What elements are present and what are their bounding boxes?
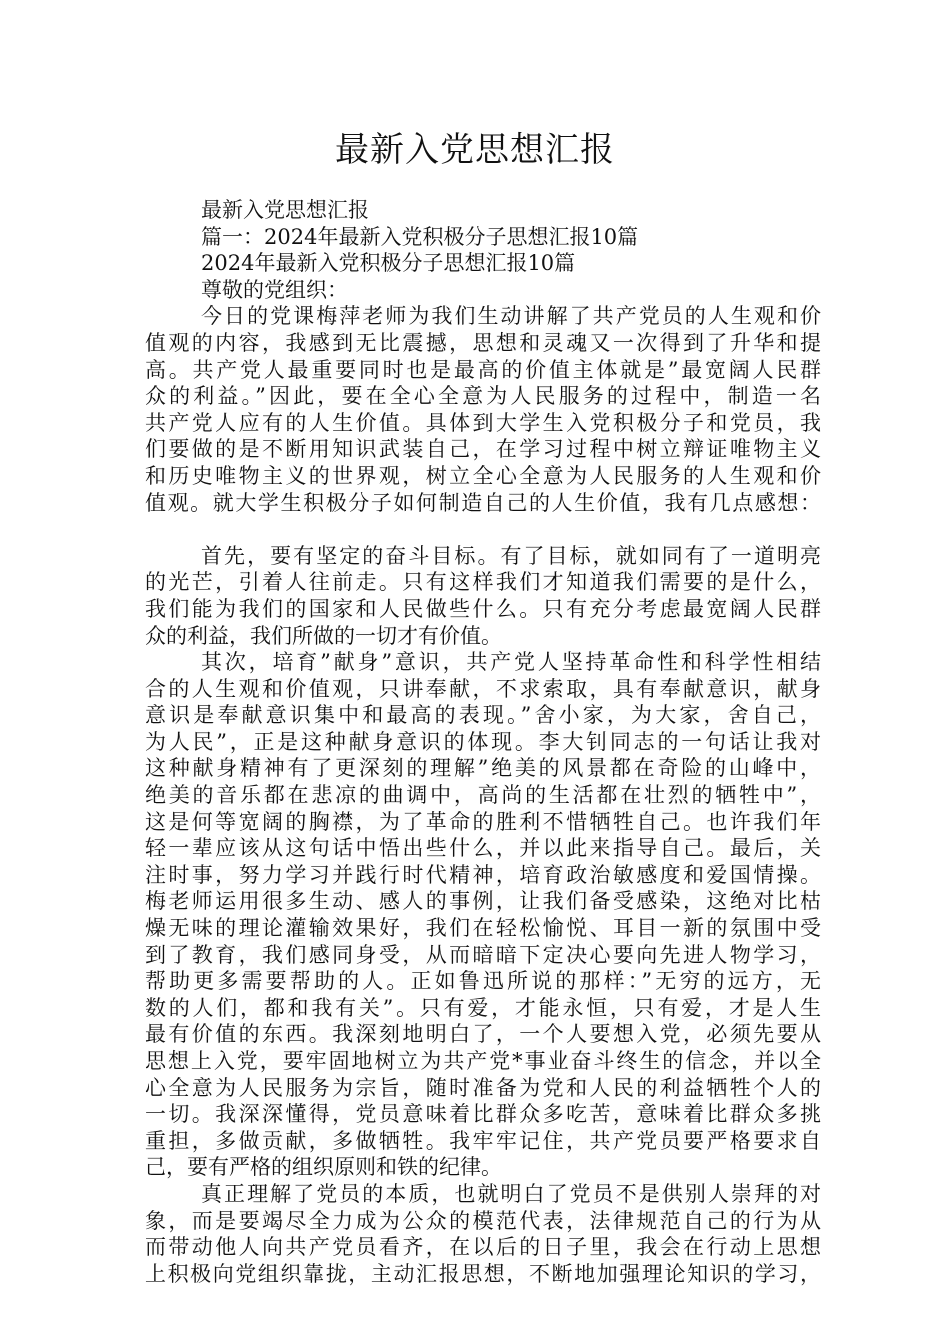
text-line: 燥无味的理论灌输效果好，我们在轻松愉悦、耳目一新的氛围中受 (145, 916, 821, 941)
text-line: 其次，培育”献身”意识，共产党人坚持革命性和科学性相结 (201, 650, 821, 675)
text-line: 己，要有严格的组织原则和铁的纪律。 (145, 1155, 502, 1180)
text-line: 今日的党课梅萍老师为我们生动讲解了共产党员的人生观和价 (201, 304, 821, 329)
text-line: 们要做的是不断用知识武装自己，在学习过程中树立辩证唯物主义 (145, 437, 821, 462)
document-title: 最新入党思想汇报 (335, 130, 615, 170)
text-line: 梅老师运用很多生动、感人的事例，让我们备受感染，这绝对比枯 (145, 889, 821, 914)
text-line: 帮助更多需要帮助的人。正如鲁迅所说的那样：”无穷的远方，无 (145, 969, 821, 994)
text-line: 最有价值的东西。我深刻地明白了，一个人要想入党，必须先要从 (145, 1022, 821, 1047)
text-line: 众的利益。”因此，要在全心全意为人民服务的过程中，制造一名 (145, 384, 821, 409)
text-line: 众的利益，我们所做的一切才有价值。 (145, 623, 502, 648)
text-line: 最新入党思想汇报 (201, 198, 369, 222)
text-line: 值观的内容，我感到无比震撼，思想和灵魂又一次得到了升华和提 (145, 330, 821, 355)
text-line: 心全意为人民服务为宗旨，随时准备为党和人民的利益牺牲个人的 (145, 1075, 821, 1100)
text-line: 真正理解了党员的本质，也就明白了党员不是供别人崇拜的对 (201, 1181, 821, 1206)
text-line: 绝美的音乐都在悲凉的曲调中，高尚的生活都在壮烈的牺牲中”， (145, 783, 821, 808)
text-line: 注时事，努力学习并践行时代精神，培育政治敏感度和爱国情操。 (145, 862, 821, 887)
text-line: 我们能为我们的国家和人民做些什么。只有充分考虑最宽阔人民群 (145, 596, 821, 621)
text-line: 上积极向党组织靠拢，主动汇报思想，不断地加强理论知识的学习， (145, 1261, 821, 1286)
text-line: 首先，要有坚定的奋斗目标。有了目标，就如同有了一道明亮 (201, 543, 821, 568)
document-body (145, 197, 821, 1287)
text-line: 一切。我深深懂得，党员意味着比群众多吃苦，意味着比群众多挑 (145, 1102, 821, 1127)
text-line: 重担，多做贡献，多做牺牲。我牢牢记住，共产党员要严格要求自 (145, 1128, 821, 1153)
text-line: 意识是奉献意识集中和最高的表现。”舍小家，为大家，舍自己， (145, 703, 821, 728)
text-line: 象，而是要竭尽全力成为公众的模范代表，法律规范自己的行为从 (145, 1208, 821, 1233)
text-line: 的光芒，引着人往前走。只有这样我们才知道我们需要的是什么， (145, 570, 821, 595)
text-line: 思想上入党，要牢固地树立为共产党*事业奋斗终生的信念，并以全 (145, 1049, 821, 1073)
blank-line (145, 516, 821, 543)
text-line: 共产党人应有的人生价值。具体到大学生入党积极分子和党员，我 (145, 410, 821, 435)
text-line: 到了教育，我们感同身受，从而暗暗下定决心要向先进人物学习， (145, 942, 821, 967)
text-line: 为人民”，正是这种献身意识的体现。李大钊同志的一句话让我对 (145, 729, 821, 754)
text-line: 篇一：2024年最新入党积极分子思想汇报10篇 (201, 224, 639, 249)
text-line: 尊敬的党组织： (201, 277, 348, 302)
text-line: 值观。就大学生积极分子如何制造自己的人生价值，我有几点感想： (145, 490, 821, 515)
text-line: 这种献身精神有了更深刻的理解”绝美的风景都在奇险的山峰中， (145, 756, 821, 781)
text-line: 这是何等宽阔的胸襟，为了革命的胜利不惜牺牲自己。也许我们年 (145, 809, 821, 834)
text-line: 高。共产党人最重要同时也是最高的价值主体就是”最宽阔人民群 (145, 357, 821, 382)
text-line: 2024年最新入党积极分子思想汇报10篇 (201, 251, 576, 276)
text-line: 轻一辈应该从这句话中悟出些什么，并以此来指导自己。最后，关 (145, 836, 821, 861)
text-line: 而带动他人向共产党员看齐，在以后的日子里，我会在行动上思想 (145, 1235, 821, 1260)
text-line: 数的人们，都和我有关”。只有爱，才能永恒，只有爱，才是人生 (145, 995, 821, 1020)
text-line: 和历史唯物主义的世界观，树立全心全意为人民服务的人生观和价 (145, 463, 821, 488)
text-line: 合的人生观和价值观，只讲奉献，不求索取，具有奉献意识，献身 (145, 676, 821, 701)
